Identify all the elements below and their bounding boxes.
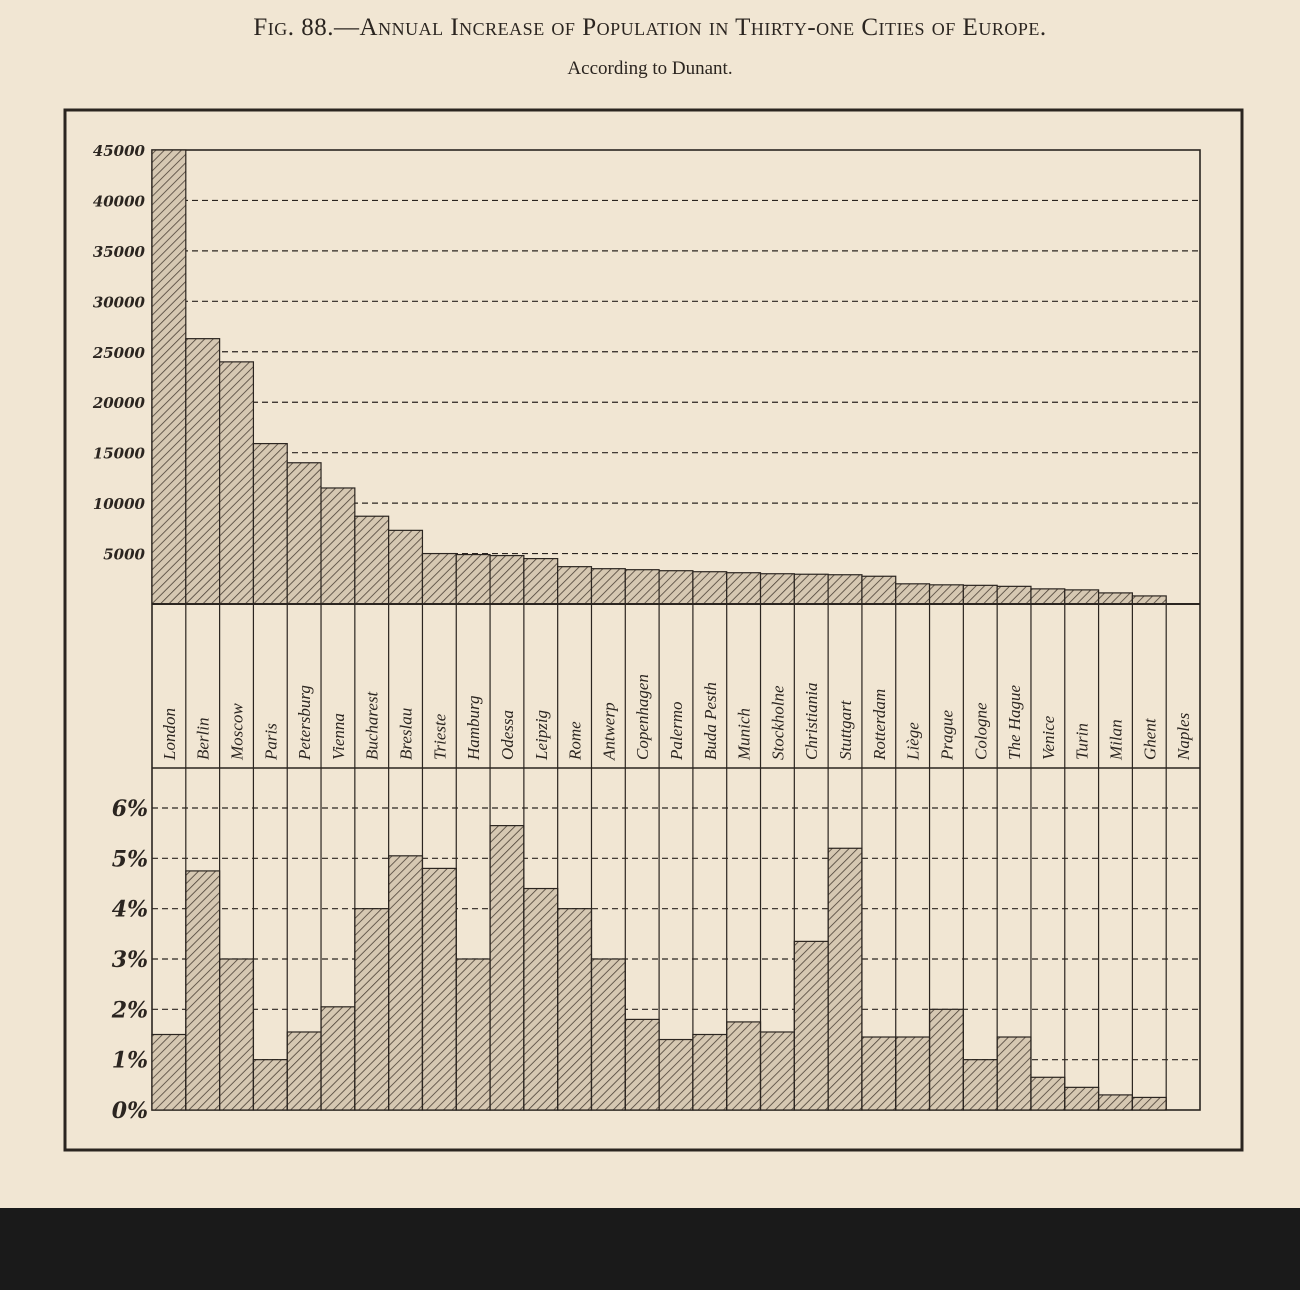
top-y-tick-label: 20000 bbox=[92, 394, 145, 413]
bottom-bar bbox=[1132, 1097, 1166, 1110]
top-bar bbox=[287, 463, 321, 604]
bottom-bar bbox=[1099, 1095, 1133, 1110]
top-bar bbox=[727, 573, 761, 604]
city-label: Petersburg bbox=[295, 685, 315, 760]
city-label: Christiania bbox=[802, 682, 822, 760]
bottom-bar bbox=[253, 1060, 287, 1110]
city-label: Venice bbox=[1038, 715, 1058, 760]
top-bar bbox=[490, 556, 524, 604]
bottom-bar bbox=[727, 1022, 761, 1110]
bottom-bar bbox=[186, 871, 220, 1110]
top-bar bbox=[389, 530, 423, 604]
top-bar bbox=[456, 555, 490, 604]
bottom-bar bbox=[524, 889, 558, 1110]
bottom-bar bbox=[152, 1035, 186, 1111]
bottom-bar bbox=[659, 1040, 693, 1110]
city-label: Vienna bbox=[328, 713, 348, 760]
top-y-tick-label: 30000 bbox=[92, 293, 145, 312]
bottom-bar bbox=[828, 848, 862, 1110]
figure-subtitle: According to Dunant. bbox=[567, 58, 733, 79]
bottom-bar bbox=[1065, 1087, 1099, 1110]
city-label: Stockholne bbox=[768, 685, 788, 760]
city-label: Buda Pesth bbox=[700, 682, 720, 760]
city-label: Prague bbox=[937, 709, 957, 760]
city-label: Antwerp bbox=[599, 702, 619, 760]
bottom-bar bbox=[591, 959, 625, 1110]
bottom-bar bbox=[930, 1009, 964, 1110]
bottom-bar bbox=[963, 1060, 997, 1110]
city-label: Berlin bbox=[193, 717, 213, 760]
bottom-bar bbox=[321, 1007, 355, 1110]
top-bar bbox=[794, 574, 828, 604]
top-bar bbox=[896, 584, 930, 604]
city-label: Breslau bbox=[396, 707, 416, 760]
city-label: Cologne bbox=[971, 702, 991, 760]
top-bar bbox=[693, 572, 727, 604]
city-label: Rotterdam bbox=[869, 688, 889, 760]
top-bar bbox=[761, 574, 795, 604]
bottom-y-tick-label: 6% bbox=[111, 796, 148, 822]
bottom-y-tick-label: 5% bbox=[111, 846, 148, 873]
bottom-y-tick-label: 4% bbox=[111, 896, 148, 923]
bottom-bar bbox=[422, 868, 456, 1110]
top-bar bbox=[152, 150, 186, 604]
bottom-y-tick-label: 1% bbox=[111, 1047, 148, 1074]
bottom-bar bbox=[862, 1037, 896, 1110]
top-bar bbox=[1065, 590, 1099, 604]
top-bar bbox=[930, 585, 964, 604]
city-label: Milan bbox=[1106, 719, 1126, 760]
top-bar bbox=[828, 575, 862, 604]
top-bar bbox=[186, 339, 220, 604]
bottom-bar bbox=[355, 909, 389, 1110]
plot-box bbox=[152, 150, 1200, 1110]
city-label: The Hague bbox=[1005, 684, 1025, 760]
city-label: Naples bbox=[1174, 712, 1194, 760]
top-y-tick-label: 40000 bbox=[92, 192, 145, 211]
city-label: Ghent bbox=[1140, 718, 1160, 760]
top-y-tick-label: 10000 bbox=[92, 495, 145, 514]
city-label: Moscow bbox=[227, 703, 247, 760]
top-bar bbox=[625, 570, 659, 604]
top-bar bbox=[355, 516, 389, 604]
top-bar bbox=[591, 569, 625, 604]
top-bar bbox=[253, 444, 287, 604]
bottom-bar bbox=[997, 1037, 1031, 1110]
top-y-tick-label: 25000 bbox=[92, 343, 145, 362]
city-label: Palermo bbox=[667, 701, 686, 760]
city-label: Leipzig bbox=[531, 709, 551, 760]
top-bar bbox=[1031, 589, 1065, 604]
top-bar bbox=[524, 559, 558, 604]
top-bar bbox=[862, 576, 896, 604]
bottom-bar bbox=[220, 959, 254, 1110]
city-label: Bucharest bbox=[362, 691, 382, 760]
city-label: Liège bbox=[903, 722, 923, 760]
top-bar bbox=[1099, 593, 1133, 604]
bottom-bar bbox=[1031, 1077, 1065, 1110]
top-bar bbox=[997, 586, 1031, 604]
top-bar bbox=[659, 571, 693, 604]
top-y-tick-label: 45000 bbox=[92, 142, 145, 160]
top-bar bbox=[1132, 596, 1166, 604]
top-y-tick-label: 15000 bbox=[92, 444, 145, 463]
bottom-band bbox=[0, 1208, 1300, 1290]
city-label: London bbox=[159, 708, 179, 760]
bottom-bar bbox=[761, 1032, 795, 1110]
city-label: Hamburg bbox=[464, 695, 484, 760]
bottom-bar bbox=[490, 826, 524, 1110]
city-label: Paris bbox=[261, 723, 281, 760]
bottom-y-tick-label: 0% bbox=[111, 1098, 148, 1124]
city-label: Trieste bbox=[430, 713, 450, 760]
bottom-bar bbox=[625, 1019, 659, 1110]
top-bar bbox=[422, 554, 456, 604]
city-label: Odessa bbox=[497, 709, 517, 760]
bottom-bar bbox=[558, 909, 592, 1110]
top-y-tick-label: 35000 bbox=[92, 242, 145, 261]
bottom-bar bbox=[693, 1035, 727, 1111]
bottom-bar bbox=[896, 1037, 930, 1110]
city-label: Copenhagen bbox=[633, 674, 653, 760]
figure-title: Fig. 88.—Annual Increase of Population in Thirty-one Cities of Europe. bbox=[253, 14, 1047, 41]
top-y-tick-label: 5000 bbox=[103, 545, 145, 564]
bottom-bar bbox=[794, 941, 828, 1110]
top-bar bbox=[321, 488, 355, 604]
city-label: Munich bbox=[734, 708, 754, 760]
city-label: Rome bbox=[565, 721, 585, 760]
top-bar bbox=[558, 567, 592, 604]
bottom-bar bbox=[287, 1032, 321, 1110]
bottom-y-tick-label: 3% bbox=[111, 947, 148, 973]
city-label: Turin bbox=[1072, 723, 1092, 760]
bottom-bar bbox=[389, 856, 423, 1110]
bottom-y-tick-label: 2% bbox=[111, 997, 148, 1024]
top-bar bbox=[220, 362, 254, 604]
top-bar bbox=[963, 585, 997, 604]
bottom-bar bbox=[456, 959, 490, 1110]
city-label: Stuttgart bbox=[836, 700, 856, 760]
